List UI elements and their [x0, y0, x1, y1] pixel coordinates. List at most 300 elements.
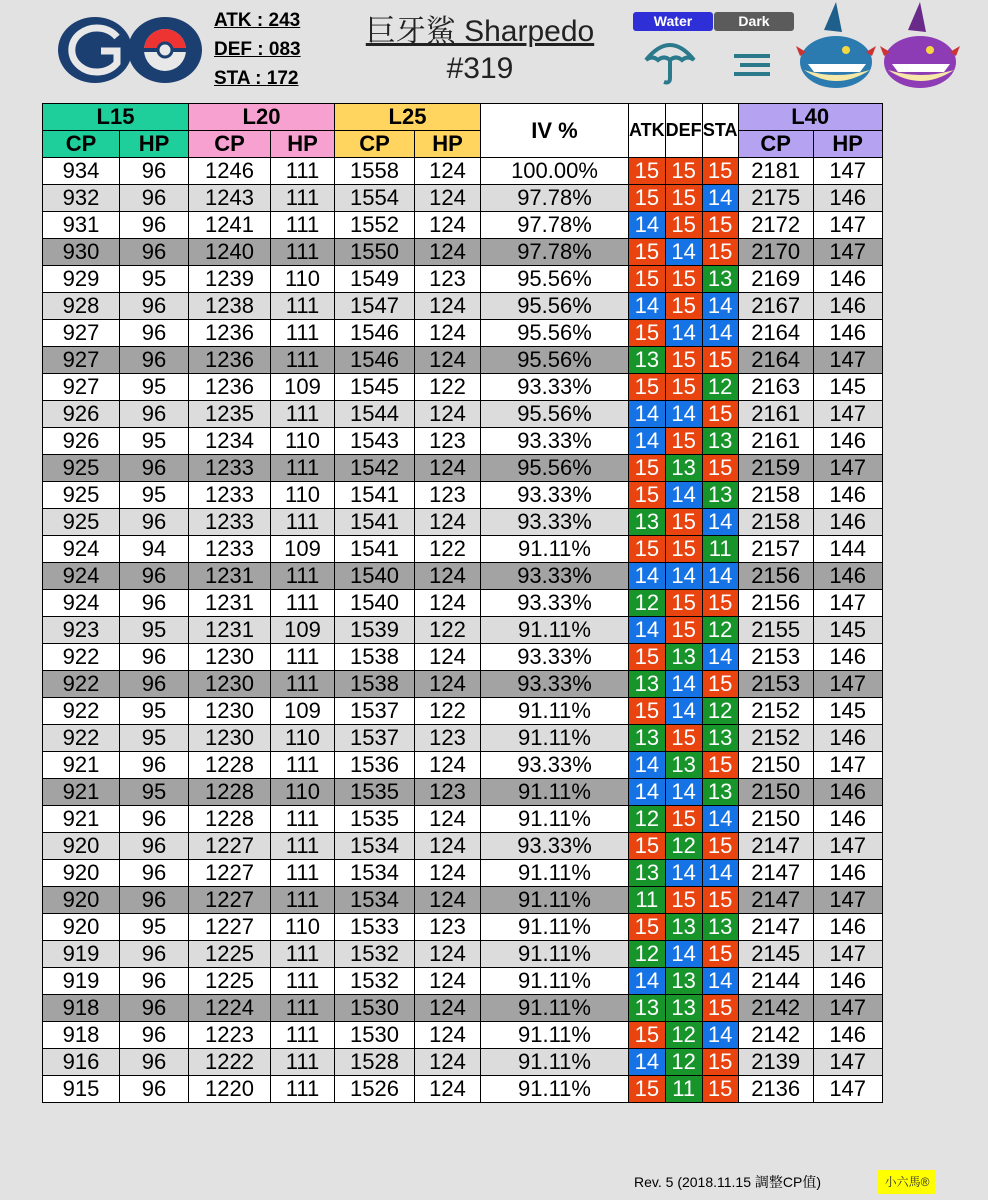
- cp-l40-cell: 2175: [738, 185, 813, 212]
- hp-l20-cell: 110: [271, 482, 335, 509]
- iv-def-cell: 15: [665, 374, 702, 401]
- iv-percent-cell: 91.11%: [481, 887, 629, 914]
- hp-l20-cell: 111: [271, 185, 335, 212]
- cp-l40-cell: 2155: [738, 617, 813, 644]
- iv-percent-cell: 93.33%: [481, 590, 629, 617]
- header-sta: STA: [702, 104, 738, 158]
- cp-l20-cell: 1238: [189, 293, 271, 320]
- iv-percent-cell: 100.00%: [481, 158, 629, 185]
- hp-l20-cell: 109: [271, 536, 335, 563]
- table-row: [43, 590, 883, 617]
- iv-atk-cell: 14: [629, 968, 666, 995]
- cp-l25-cell: 1537: [335, 698, 415, 725]
- iv-atk-cell: 13: [629, 995, 666, 1022]
- iv-percent-cell: 95.56%: [481, 401, 629, 428]
- header-l40-cp: CP: [738, 131, 813, 158]
- iv-atk-cell: 15: [629, 482, 666, 509]
- iv-atk-cell: 14: [629, 779, 666, 806]
- iv-percent-cell: 91.11%: [481, 1049, 629, 1076]
- hp-l25-cell: 124: [415, 347, 481, 374]
- iv-def-cell: 15: [665, 266, 702, 293]
- table-row: [43, 428, 883, 455]
- cp-l15-cell: 928: [43, 293, 120, 320]
- cp-l20-cell: 1227: [189, 860, 271, 887]
- hp-l15-cell: 96: [120, 320, 189, 347]
- hp-l15-cell: 95: [120, 698, 189, 725]
- hp-l25-cell: 124: [415, 293, 481, 320]
- hp-l20-cell: 110: [271, 914, 335, 941]
- iv-percent-cell: 93.33%: [481, 509, 629, 536]
- hp-l15-cell: 95: [120, 914, 189, 941]
- cp-l40-cell: 2136: [738, 1076, 813, 1103]
- iv-percent-cell: 91.11%: [481, 698, 629, 725]
- cp-l15-cell: 923: [43, 617, 120, 644]
- cp-l25-cell: 1535: [335, 779, 415, 806]
- cp-l20-cell: 1233: [189, 482, 271, 509]
- hp-l15-cell: 96: [120, 347, 189, 374]
- iv-def-cell: 14: [665, 239, 702, 266]
- hp-l40-cell: 147: [813, 212, 882, 239]
- hp-l15-cell: 96: [120, 644, 189, 671]
- cp-l20-cell: 1241: [189, 212, 271, 239]
- hp-l40-cell: 147: [813, 833, 882, 860]
- hp-l25-cell: 124: [415, 833, 481, 860]
- iv-atk-cell: 15: [629, 266, 666, 293]
- hp-l15-cell: 95: [120, 428, 189, 455]
- iv-sta-cell: 12: [702, 617, 738, 644]
- header-l15-cp: CP: [43, 131, 120, 158]
- hp-l20-cell: 111: [271, 293, 335, 320]
- iv-percent-cell: 91.11%: [481, 1076, 629, 1103]
- header-l25-hp: HP: [415, 131, 481, 158]
- cp-l15-cell: 921: [43, 806, 120, 833]
- hp-l15-cell: 96: [120, 995, 189, 1022]
- cp-l20-cell: 1246: [189, 158, 271, 185]
- hp-l25-cell: 124: [415, 1022, 481, 1049]
- iv-atk-cell: 15: [629, 536, 666, 563]
- cp-l25-cell: 1534: [335, 860, 415, 887]
- cp-l25-cell: 1542: [335, 455, 415, 482]
- iv-atk-cell: 13: [629, 671, 666, 698]
- cp-l40-cell: 2158: [738, 482, 813, 509]
- type-badge-dark: Dark: [714, 12, 794, 31]
- table-row: [43, 698, 883, 725]
- hp-l40-cell: 146: [813, 914, 882, 941]
- cp-l15-cell: 924: [43, 590, 120, 617]
- cp-l20-cell: 1243: [189, 185, 271, 212]
- cp-l15-cell: 927: [43, 374, 120, 401]
- hp-l15-cell: 96: [120, 185, 189, 212]
- table-row: [43, 752, 883, 779]
- hp-l20-cell: 109: [271, 698, 335, 725]
- iv-atk-cell: 15: [629, 374, 666, 401]
- hp-l20-cell: 110: [271, 266, 335, 293]
- cp-l15-cell: 925: [43, 455, 120, 482]
- iv-percent-cell: 91.11%: [481, 806, 629, 833]
- hp-l25-cell: 124: [415, 752, 481, 779]
- cp-l15-cell: 925: [43, 509, 120, 536]
- table-row: [43, 914, 883, 941]
- iv-def-cell: 13: [665, 995, 702, 1022]
- cp-l15-cell: 919: [43, 941, 120, 968]
- hp-l40-cell: 147: [813, 590, 882, 617]
- iv-sta-cell: 12: [702, 698, 738, 725]
- cp-l15-cell: 918: [43, 1022, 120, 1049]
- cp-l40-cell: 2169: [738, 266, 813, 293]
- cp-l15-cell: 920: [43, 860, 120, 887]
- hp-l20-cell: 111: [271, 860, 335, 887]
- hp-l20-cell: 111: [271, 158, 335, 185]
- table-row: [43, 725, 883, 752]
- hp-l25-cell: 124: [415, 860, 481, 887]
- cp-l40-cell: 2157: [738, 536, 813, 563]
- hp-l15-cell: 94: [120, 536, 189, 563]
- hp-l15-cell: 95: [120, 617, 189, 644]
- hp-l20-cell: 111: [271, 1022, 335, 1049]
- cp-l25-cell: 1540: [335, 590, 415, 617]
- hp-l40-cell: 146: [813, 428, 882, 455]
- stat-sta: STA : 172: [214, 68, 299, 89]
- iv-sta-cell: 14: [702, 293, 738, 320]
- cp-l25-cell: 1532: [335, 968, 415, 995]
- header-l15-hp: HP: [120, 131, 189, 158]
- hp-l40-cell: 146: [813, 482, 882, 509]
- iv-def-cell: 15: [665, 293, 702, 320]
- iv-percent-cell: 97.78%: [481, 185, 629, 212]
- iv-def-cell: 13: [665, 455, 702, 482]
- cp-l25-cell: 1545: [335, 374, 415, 401]
- hp-l40-cell: 146: [813, 185, 882, 212]
- hp-l15-cell: 96: [120, 158, 189, 185]
- cp-l15-cell: 926: [43, 428, 120, 455]
- iv-sta-cell: 14: [702, 185, 738, 212]
- hp-l40-cell: 147: [813, 752, 882, 779]
- iv-atk-cell: 15: [629, 185, 666, 212]
- cp-l25-cell: 1547: [335, 293, 415, 320]
- cp-l20-cell: 1222: [189, 1049, 271, 1076]
- cp-l40-cell: 2147: [738, 887, 813, 914]
- cp-l25-cell: 1544: [335, 401, 415, 428]
- iv-atk-cell: 12: [629, 590, 666, 617]
- cp-l20-cell: 1230: [189, 644, 271, 671]
- table-row: [43, 482, 883, 509]
- hp-l40-cell: 147: [813, 239, 882, 266]
- hp-l40-cell: 146: [813, 320, 882, 347]
- cp-l25-cell: 1533: [335, 914, 415, 941]
- iv-def-cell: 15: [665, 158, 702, 185]
- cp-l25-cell: 1543: [335, 428, 415, 455]
- table-row: [43, 1076, 883, 1103]
- shiny-sharpedo-sprite-icon: [880, 0, 960, 100]
- iv-sta-cell: 14: [702, 860, 738, 887]
- header-l20-hp: HP: [271, 131, 335, 158]
- iv-percent-cell: 93.33%: [481, 482, 629, 509]
- cp-l25-cell: 1546: [335, 347, 415, 374]
- hp-l15-cell: 95: [120, 725, 189, 752]
- hp-l15-cell: 96: [120, 806, 189, 833]
- cp-l20-cell: 1220: [189, 1076, 271, 1103]
- hp-l40-cell: 147: [813, 671, 882, 698]
- table-row: [43, 617, 883, 644]
- cp-l25-cell: 1541: [335, 536, 415, 563]
- cp-l20-cell: 1236: [189, 374, 271, 401]
- hp-l20-cell: 111: [271, 401, 335, 428]
- iv-def-cell: 14: [665, 860, 702, 887]
- table-row: [43, 671, 883, 698]
- iv-sta-cell: 15: [702, 941, 738, 968]
- cp-l25-cell: 1526: [335, 1076, 415, 1103]
- iv-percent-cell: 93.33%: [481, 374, 629, 401]
- hp-l25-cell: 124: [415, 320, 481, 347]
- cp-l40-cell: 2153: [738, 644, 813, 671]
- header-atk: ATK: [629, 104, 666, 158]
- hp-l25-cell: 124: [415, 644, 481, 671]
- cp-l15-cell: 918: [43, 995, 120, 1022]
- cp-l40-cell: 2147: [738, 914, 813, 941]
- cp-l40-cell: 2181: [738, 158, 813, 185]
- hp-l40-cell: 147: [813, 941, 882, 968]
- base-stats: [214, 6, 324, 93]
- cp-l40-cell: 2147: [738, 833, 813, 860]
- iv-def-cell: 12: [665, 1049, 702, 1076]
- hp-l15-cell: 96: [120, 968, 189, 995]
- hp-l25-cell: 124: [415, 509, 481, 536]
- hp-l20-cell: 111: [271, 968, 335, 995]
- iv-cp-table-wrapper: [42, 103, 883, 1103]
- iv-sta-cell: 15: [702, 1049, 738, 1076]
- table-row: [43, 158, 883, 185]
- cp-l20-cell: 1240: [189, 239, 271, 266]
- hp-l15-cell: 95: [120, 482, 189, 509]
- iv-percent-cell: 95.56%: [481, 293, 629, 320]
- hp-l20-cell: 111: [271, 239, 335, 266]
- hp-l15-cell: 96: [120, 293, 189, 320]
- iv-percent-cell: 91.11%: [481, 860, 629, 887]
- cp-l20-cell: 1235: [189, 401, 271, 428]
- header-l20-cp: CP: [189, 131, 271, 158]
- hp-l15-cell: 95: [120, 779, 189, 806]
- iv-atk-cell: 15: [629, 698, 666, 725]
- cp-l20-cell: 1239: [189, 266, 271, 293]
- hp-l25-cell: 124: [415, 887, 481, 914]
- cp-l20-cell: 1233: [189, 509, 271, 536]
- iv-atk-cell: 14: [629, 293, 666, 320]
- iv-atk-cell: 15: [629, 320, 666, 347]
- cp-l25-cell: 1536: [335, 752, 415, 779]
- cp-l15-cell: 915: [43, 1076, 120, 1103]
- table-row: [43, 536, 883, 563]
- iv-sta-cell: 15: [702, 401, 738, 428]
- iv-atk-cell: 13: [629, 347, 666, 374]
- iv-sta-cell: 15: [702, 671, 738, 698]
- cp-l25-cell: 1535: [335, 806, 415, 833]
- cp-l40-cell: 2139: [738, 1049, 813, 1076]
- iv-def-cell: 15: [665, 347, 702, 374]
- iv-sta-cell: 14: [702, 1022, 738, 1049]
- hp-l25-cell: 123: [415, 914, 481, 941]
- cp-l25-cell: 1550: [335, 239, 415, 266]
- iv-percent-cell: 91.11%: [481, 779, 629, 806]
- cp-l15-cell: 920: [43, 914, 120, 941]
- hp-l15-cell: 96: [120, 941, 189, 968]
- iv-atk-cell: 15: [629, 833, 666, 860]
- hp-l25-cell: 123: [415, 779, 481, 806]
- author-badge: 小六馬®: [878, 1170, 936, 1194]
- iv-def-cell: 12: [665, 833, 702, 860]
- hp-l40-cell: 146: [813, 509, 882, 536]
- cp-l40-cell: 2158: [738, 509, 813, 536]
- table-row: [43, 239, 883, 266]
- cp-l40-cell: 2159: [738, 455, 813, 482]
- iv-sta-cell: 15: [702, 347, 738, 374]
- iv-percent-cell: 93.33%: [481, 428, 629, 455]
- iv-def-cell: 13: [665, 644, 702, 671]
- cp-l20-cell: 1230: [189, 671, 271, 698]
- iv-percent-cell: 93.33%: [481, 671, 629, 698]
- hp-l25-cell: 124: [415, 455, 481, 482]
- hp-l40-cell: 147: [813, 401, 882, 428]
- cp-l40-cell: 2150: [738, 752, 813, 779]
- hp-l20-cell: 110: [271, 725, 335, 752]
- cp-l20-cell: 1234: [189, 428, 271, 455]
- iv-def-cell: 14: [665, 482, 702, 509]
- cp-l20-cell: 1227: [189, 833, 271, 860]
- page-header: [0, 0, 988, 100]
- cp-l20-cell: 1225: [189, 968, 271, 995]
- cp-l25-cell: 1537: [335, 725, 415, 752]
- cp-l40-cell: 2164: [738, 320, 813, 347]
- iv-atk-cell: 15: [629, 239, 666, 266]
- cp-l15-cell: 922: [43, 725, 120, 752]
- hp-l20-cell: 111: [271, 833, 335, 860]
- hp-l40-cell: 147: [813, 455, 882, 482]
- hp-l40-cell: 146: [813, 860, 882, 887]
- cp-l15-cell: 922: [43, 671, 120, 698]
- cp-l15-cell: 934: [43, 158, 120, 185]
- hp-l20-cell: 111: [271, 671, 335, 698]
- iv-def-cell: 15: [665, 617, 702, 644]
- hp-l15-cell: 96: [120, 1022, 189, 1049]
- cp-l15-cell: 929: [43, 266, 120, 293]
- cp-l20-cell: 1224: [189, 995, 271, 1022]
- iv-sta-cell: 14: [702, 644, 738, 671]
- hp-l15-cell: 96: [120, 563, 189, 590]
- go-logo-icon: [55, 15, 205, 85]
- cp-l20-cell: 1233: [189, 536, 271, 563]
- cp-l40-cell: 2156: [738, 563, 813, 590]
- header-l20: L20: [189, 104, 335, 131]
- iv-sta-cell: 15: [702, 212, 738, 239]
- hp-l40-cell: 147: [813, 1049, 882, 1076]
- header-l25: L25: [335, 104, 481, 131]
- hp-l20-cell: 111: [271, 455, 335, 482]
- iv-atk-cell: 12: [629, 806, 666, 833]
- table-body: [43, 158, 883, 1103]
- cp-l40-cell: 2161: [738, 401, 813, 428]
- iv-atk-cell: 15: [629, 455, 666, 482]
- stat-def: DEF : 083: [214, 39, 301, 60]
- iv-sta-cell: 14: [702, 509, 738, 536]
- page-title: 巨牙鯊 Sharpedo: [365, 15, 595, 48]
- cp-l25-cell: 1528: [335, 1049, 415, 1076]
- iv-percent-cell: 93.33%: [481, 563, 629, 590]
- iv-atk-cell: 14: [629, 428, 666, 455]
- hp-l15-cell: 96: [120, 1076, 189, 1103]
- hp-l15-cell: 96: [120, 455, 189, 482]
- iv-percent-cell: 91.11%: [481, 941, 629, 968]
- iv-def-cell: 15: [665, 806, 702, 833]
- table-row: [43, 995, 883, 1022]
- hp-l25-cell: 124: [415, 995, 481, 1022]
- iv-atk-cell: 15: [629, 158, 666, 185]
- hp-l20-cell: 111: [271, 887, 335, 914]
- hp-l40-cell: 147: [813, 158, 882, 185]
- iv-percent-cell: 95.56%: [481, 320, 629, 347]
- table-row: [43, 266, 883, 293]
- hp-l15-cell: 95: [120, 266, 189, 293]
- iv-sta-cell: 15: [702, 887, 738, 914]
- iv-sta-cell: 15: [702, 1076, 738, 1103]
- hp-l20-cell: 111: [271, 941, 335, 968]
- iv-sta-cell: 13: [702, 914, 738, 941]
- hp-l15-cell: 96: [120, 1049, 189, 1076]
- cp-l40-cell: 2145: [738, 941, 813, 968]
- iv-def-cell: 15: [665, 887, 702, 914]
- cp-l25-cell: 1538: [335, 671, 415, 698]
- iv-sta-cell: 13: [702, 725, 738, 752]
- cp-l40-cell: 2153: [738, 671, 813, 698]
- hp-l25-cell: 124: [415, 590, 481, 617]
- header-l25-cp: CP: [335, 131, 415, 158]
- sharpedo-sprite-icon: [796, 0, 876, 100]
- iv-sta-cell: 15: [702, 239, 738, 266]
- iv-atk-cell: 15: [629, 1022, 666, 1049]
- iv-def-cell: 15: [665, 428, 702, 455]
- stat-atk: ATK : 243: [214, 10, 301, 31]
- iv-def-cell: 15: [665, 590, 702, 617]
- iv-atk-cell: 11: [629, 887, 666, 914]
- hp-l15-cell: 96: [120, 752, 189, 779]
- iv-percent-cell: 91.11%: [481, 995, 629, 1022]
- iv-percent-cell: 95.56%: [481, 455, 629, 482]
- dark-type-icon: [728, 36, 778, 86]
- hp-l40-cell: 147: [813, 995, 882, 1022]
- cp-l25-cell: 1541: [335, 509, 415, 536]
- iv-percent-cell: 97.78%: [481, 239, 629, 266]
- iv-sta-cell: 15: [702, 158, 738, 185]
- cp-l20-cell: 1223: [189, 1022, 271, 1049]
- cp-l15-cell: 922: [43, 644, 120, 671]
- hp-l15-cell: 95: [120, 374, 189, 401]
- hp-l40-cell: 146: [813, 1022, 882, 1049]
- cp-l40-cell: 2152: [738, 698, 813, 725]
- table-row: [43, 833, 883, 860]
- hp-l40-cell: 146: [813, 725, 882, 752]
- table-row: [43, 185, 883, 212]
- table-row: [43, 212, 883, 239]
- iv-def-cell: 15: [665, 185, 702, 212]
- hp-l25-cell: 124: [415, 968, 481, 995]
- iv-sta-cell: 15: [702, 995, 738, 1022]
- iv-def-cell: 14: [665, 779, 702, 806]
- hp-l15-cell: 96: [120, 833, 189, 860]
- table-row: [43, 347, 883, 374]
- cp-l40-cell: 2147: [738, 860, 813, 887]
- cp-l25-cell: 1541: [335, 482, 415, 509]
- hp-l25-cell: 122: [415, 698, 481, 725]
- cp-l25-cell: 1549: [335, 266, 415, 293]
- hp-l25-cell: 122: [415, 617, 481, 644]
